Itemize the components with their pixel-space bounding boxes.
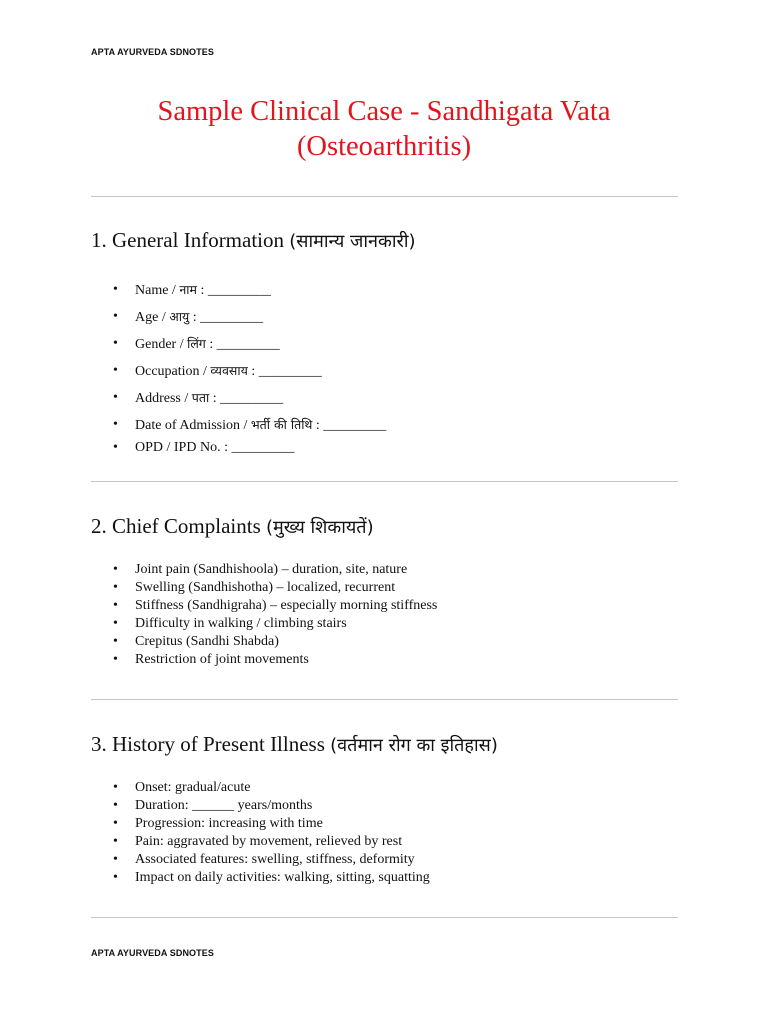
item-blank: : _________	[189, 310, 264, 325]
divider-rule	[91, 196, 678, 197]
list-item-name	[91, 277, 386, 304]
item-label: OPD / IPD No. : _________	[135, 440, 295, 455]
document-title-line2: (Osteoarthritis)	[296, 131, 472, 162]
list-item: • Progression: increasing with time	[91, 815, 430, 833]
section-heading-text: 1. General Information	[91, 228, 290, 252]
list-item: • Crepitus (Sandhi Shabda)	[91, 633, 437, 651]
chief-complaints-list	[91, 561, 437, 669]
item-label: Name /	[135, 283, 180, 298]
item-label-hindi: भर्ती की तिथि	[250, 417, 313, 432]
history-of-present-illness-list	[91, 779, 430, 887]
item-blank: : _________	[209, 391, 284, 406]
divider-rule	[91, 917, 678, 918]
page-footer: APTA AYURVEDA SDNOTES	[91, 948, 214, 958]
item-label-hindi: आयु	[169, 309, 190, 324]
divider-rule	[91, 481, 678, 482]
list-item: • Associated features: swelling, stiffness, deformity	[91, 851, 430, 869]
list-item-opd-ipd-no	[91, 439, 386, 457]
item-blank: : _________	[247, 364, 322, 379]
general-information-list	[91, 277, 386, 457]
section-heading-text: 2. Chief Complaints	[91, 514, 266, 538]
list-item: • Pain: aggravated by movement, relieved by rest	[91, 833, 430, 851]
list-item: • Joint pain (Sandhishoola) – duration, site, nature	[91, 561, 437, 579]
document-title	[91, 94, 677, 164]
item-label-hindi: नाम	[179, 282, 197, 297]
section-heading-history-of-present-illness	[91, 731, 498, 759]
list-item-gender	[91, 331, 386, 358]
list-item-date-of-admission	[91, 412, 386, 439]
list-item: • Restriction of joint movements	[91, 651, 437, 669]
list-item: • Swelling (Sandhishotha) – localized, recurrent	[91, 579, 437, 597]
section-heading-hindi: (मुख्य शिकायतें)	[266, 517, 374, 538]
item-label-hindi: व्यवसाय	[210, 363, 248, 378]
list-item-age	[91, 304, 386, 331]
item-blank: : _________	[205, 337, 280, 352]
section-heading-hindi: (वर्तमान रोग का इतिहास)	[330, 735, 498, 756]
item-label: Occupation /	[135, 364, 211, 379]
item-label-hindi: पता	[191, 390, 210, 405]
section-heading-text: 3. History of Present Illness	[91, 732, 331, 756]
section-heading-chief-complaints	[91, 513, 374, 541]
list-item: • Stiffness (Sandhigraha) – especially morning stiffness	[91, 597, 437, 615]
item-label: Gender /	[135, 337, 188, 352]
item-label-hindi: लिंग	[187, 336, 206, 351]
list-item: • Onset: gradual/acute	[91, 779, 430, 797]
item-blank: : _________	[196, 283, 271, 298]
list-item: • Duration: ______ years/months	[91, 797, 430, 815]
item-blank: : _________	[312, 418, 387, 433]
list-item: • Impact on daily activities: walking, sitting, squatting	[91, 869, 430, 887]
list-item: • Difficulty in walking / climbing stairs	[91, 615, 437, 633]
list-item-occupation	[91, 358, 386, 385]
item-label: Address /	[135, 391, 192, 406]
divider-rule	[91, 699, 678, 700]
section-heading-general-information	[91, 227, 416, 255]
item-label: Date of Admission /	[135, 418, 251, 433]
page-header: APTA AYURVEDA SDNOTES	[91, 47, 214, 57]
section-heading-hindi: (सामान्य जानकारी)	[289, 231, 416, 252]
item-label: Age /	[135, 310, 170, 325]
document-title-line1: Sample Clinical Case - Sandhigata Vata	[157, 96, 611, 127]
list-item-address	[91, 385, 386, 412]
